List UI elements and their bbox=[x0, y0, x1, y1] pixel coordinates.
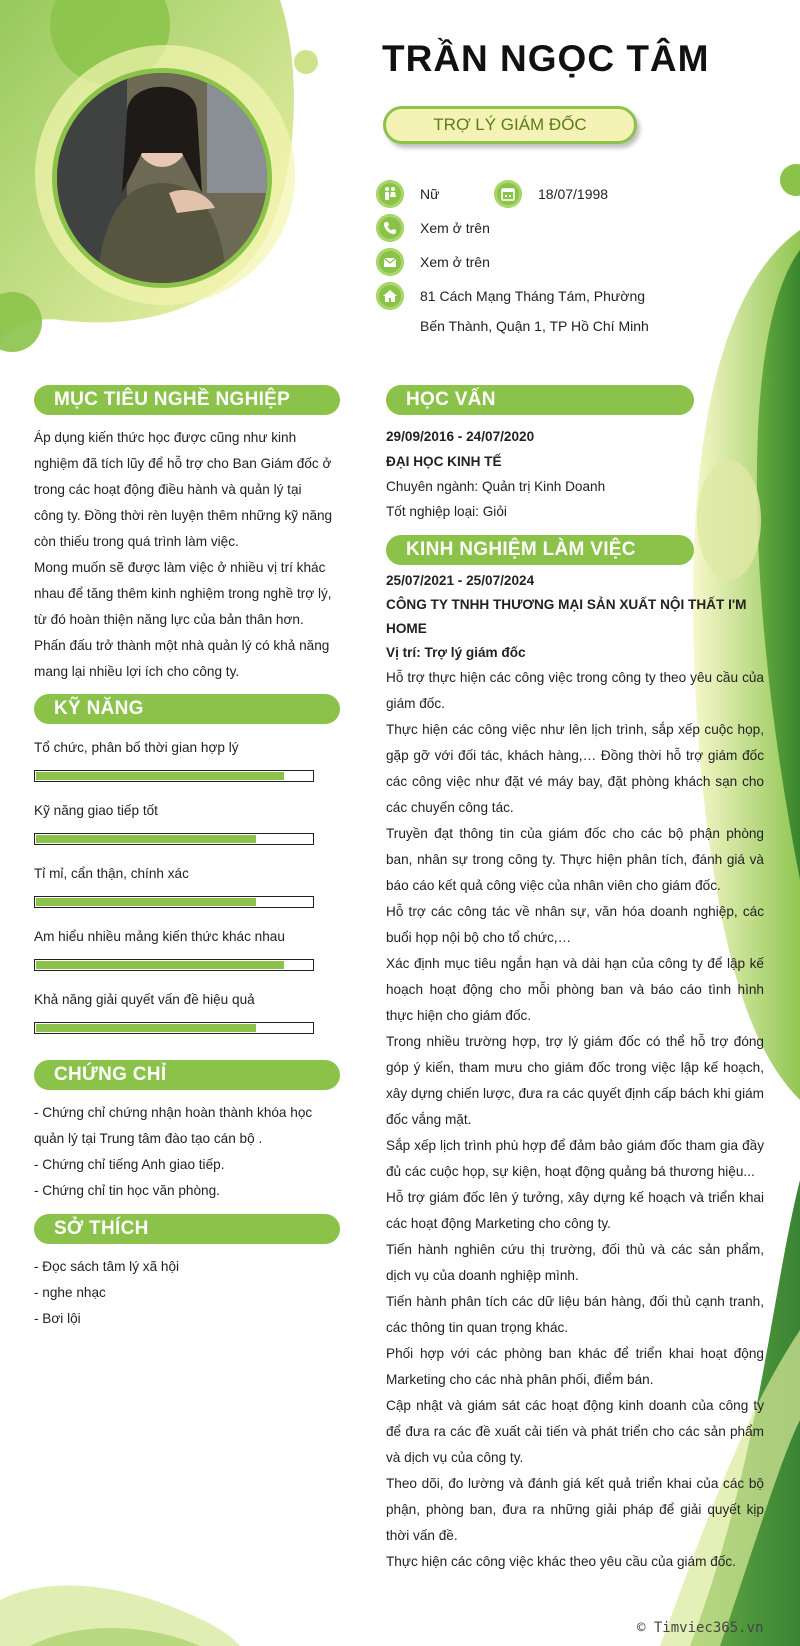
hobby-line: - nghe nhạc bbox=[34, 1285, 106, 1300]
skill-bar-fill bbox=[36, 772, 284, 780]
objective-line: trong các hoạt động điều hành và quản lý tại bbox=[34, 482, 302, 497]
education-grade: Tốt nghiệp loại: Giỏi bbox=[386, 504, 507, 519]
certificates-text bbox=[34, 1100, 344, 1204]
experience-duty: Hỗ trợ thực hiện các công việc trong công ty theo yêu cầu của giám đốc. bbox=[386, 670, 764, 711]
objective-line: nghiệm đã tích lũy để hỗ trợ cho Ban Giám đốc ở bbox=[34, 456, 332, 471]
phone-icon bbox=[376, 214, 404, 242]
skill-label: Kỹ năng giao tiếp tốt bbox=[34, 803, 158, 818]
skills-section-title: KỸ NĂNG bbox=[34, 694, 340, 724]
contact-gender bbox=[376, 180, 439, 208]
education-block bbox=[386, 424, 766, 524]
experience-duty: Xác định mục tiêu ngắn hạn và dài hạn của công ty để lập kế hoạch hoạt động cho mỗi phòng ban và báo cáo tình hình thực hiện cho giám đốc. bbox=[386, 956, 764, 1023]
objective-section-title: MỤC TIÊU NGHỀ NGHIỆP bbox=[34, 385, 340, 415]
experience-role: Vị trí: Trợ lý giám đốc bbox=[386, 645, 526, 660]
envelope-icon bbox=[376, 248, 404, 276]
skill-bar bbox=[34, 833, 314, 845]
address-line-1: 81 Cách Mạng Tháng Tám, Phường bbox=[420, 288, 646, 304]
skill-bar bbox=[34, 896, 314, 908]
experience-duty: Phối hợp với các phòng ban khác để triển khai hoạt động Marketing cho các nhà phân phối, điểm bán. bbox=[386, 1346, 764, 1387]
experience-section-title: KINH NGHIỆM LÀM VIỆC bbox=[386, 535, 694, 565]
experience-duty: Hỗ trợ giám đốc lên ý tưởng, xây dựng kế hoạch và triển khai các hoạt động Marketing cho công ty. bbox=[386, 1190, 764, 1231]
experience-company: CÔNG TY TNHH THƯƠNG MẠI SẢN XUẤT NỘI THẤT I'M HOME bbox=[386, 597, 747, 636]
education-section-title: HỌC VẤN bbox=[386, 385, 694, 415]
skill-label: Khả năng giải quyết vấn đề hiệu quả bbox=[34, 992, 255, 1007]
contact-birthday bbox=[494, 180, 608, 208]
birthday-value: 18/07/1998 bbox=[538, 186, 609, 202]
objective-line: nhau để tăng thêm kinh nghiệm trong nghề trợ lý, bbox=[34, 586, 332, 601]
objective-line: Phấn đấu trở thành một nhà quản lý có khả năng bbox=[34, 638, 330, 653]
skill-label: Tỉ mỉ, cẩn thận, chính xác bbox=[34, 866, 189, 881]
skill-bar bbox=[34, 770, 314, 782]
job-position-badge: TRỢ LÝ GIÁM ĐỐC bbox=[383, 106, 637, 144]
experience-duty: Theo dõi, đo lường và đánh giá kết quả triển khai của các bộ phận, phòng ban, đưa ra những giải pháp để giải quyết kịp thời vấn đề. bbox=[386, 1476, 764, 1543]
experience-period: 25/07/2021 - 25/07/2024 bbox=[386, 573, 535, 588]
education-period: 29/09/2016 - 24/07/2020 bbox=[386, 429, 535, 444]
skill-bar-fill bbox=[36, 1024, 256, 1032]
skill-label: Am hiểu nhiều mảng kiến thức khác nhau bbox=[34, 929, 285, 944]
address-line-2: Bến Thành, Quận 1, TP Hồ Chí Minh bbox=[420, 318, 649, 334]
contact-phone bbox=[376, 214, 490, 242]
contact-email bbox=[376, 248, 490, 276]
experience-block bbox=[386, 569, 764, 1575]
certificate-line: - Chứng chỉ tin học văn phòng. bbox=[34, 1183, 220, 1198]
phone-value: Xem ở trên bbox=[420, 220, 490, 236]
skill-bar-fill bbox=[36, 898, 256, 906]
objective-line: công ty. Đồng thời rèn luyện thêm những kỹ năng bbox=[34, 508, 333, 523]
hobbies-section-title: SỞ THÍCH bbox=[34, 1214, 340, 1244]
objective-line: Áp dụng kiến thức học được cũng như kinh bbox=[34, 430, 297, 445]
skill-label: Tổ chức, phân bố thời gian hợp lý bbox=[34, 740, 239, 755]
profile-photo bbox=[52, 68, 272, 288]
education-major: Chuyên ngành: Quản trị Kinh Doanh bbox=[386, 479, 606, 494]
experience-duty: Trong nhiều trường hợp, trợ lý giám đốc có thể hỗ trợ đóng góp ý kiến, tham mưu cho giám đốc trong việc lập kế hoạch, xây dựng chiến lược, đưa ra các quyết định cấp bách khi giám đốc vắng mặt. bbox=[386, 1034, 764, 1127]
hobby-line: - Đọc sách tâm lý xã hội bbox=[34, 1259, 180, 1274]
objective-text bbox=[34, 425, 344, 685]
candidate-name: TRẦN NGỌC TÂM bbox=[382, 38, 710, 79]
education-school: ĐẠI HỌC KINH TẾ bbox=[386, 454, 502, 469]
skill-bar bbox=[34, 1022, 314, 1034]
contact-address bbox=[376, 282, 649, 341]
hobby-line: - Bơi lội bbox=[34, 1311, 81, 1326]
copyright-notice: © Timviec365.vn bbox=[637, 1620, 764, 1636]
experience-duty: Thực hiện các công việc như lên lịch trình, sắp xếp cuộc họp, gặp gỡ với đối tác, khách hàng,… Đồng thời hỗ trợ giám đốc các công việc như đặt vé máy bay, đặt phòng khách sạn cho các chuyến công tác. bbox=[386, 722, 764, 815]
experience-duty: Cập nhật và giám sát các hoạt động kinh doanh của công ty để đưa ra các đề xuất cải tiến và phát triển cho các sản phẩm và dịch vụ của công ty. bbox=[386, 1398, 764, 1465]
certificate-line: - Chứng chỉ chứng nhận hoàn thành khóa học bbox=[34, 1105, 313, 1120]
experience-duty: Truyền đạt thông tin của giám đốc cho các bộ phận phòng ban, nhân sự trong công ty. Thực hiện phân tích, đánh giá và báo cáo kết quả công việc của nhân viên cho giám đốc. bbox=[386, 826, 764, 893]
experience-duty: Hỗ trợ các công tác về nhân sự, văn hóa doanh nghiệp, các buổi họp nội bộ cho tổ chức,… bbox=[386, 904, 764, 945]
certificates-section-title: CHỨNG CHỈ bbox=[34, 1060, 340, 1090]
skill-bar-fill bbox=[36, 961, 284, 969]
objective-line: còn thiếu trong quá trình làm việc. bbox=[34, 534, 239, 549]
experience-duty: Thực hiện các công việc khác theo yêu cầu của giám đốc. bbox=[386, 1554, 736, 1569]
email-value: Xem ở trên bbox=[420, 254, 490, 270]
gender-value: Nữ bbox=[420, 186, 440, 202]
experience-duty: Tiến hành phân tích các dữ liệu bán hàng, đối thủ cạnh tranh, các thông tin quan trọng khác. bbox=[386, 1294, 764, 1335]
person-photo-placeholder bbox=[57, 73, 267, 283]
objective-line: mang lại nhiều lợi ích cho công ty. bbox=[34, 664, 240, 679]
objective-line: từ đó hoàn thiện năng lực của bản thân hơn. bbox=[34, 612, 304, 627]
experience-duty: Tiến hành nghiên cứu thị trường, đối thủ và các sản phẩm, dịch vụ của doanh nghiệp mình. bbox=[386, 1242, 764, 1283]
objective-line: Mong muốn sẽ được làm việc ở nhiều vị trí khác bbox=[34, 560, 326, 575]
skill-bar bbox=[34, 959, 314, 971]
hobbies-text bbox=[34, 1254, 344, 1332]
experience-duty: Sắp xếp lịch trình phù hợp để đảm bảo giám đốc tham gia đầy đủ các cuộc họp, sự kiện, hoạt động quảng bá thương hiệu... bbox=[386, 1138, 764, 1179]
certificate-line: - Chứng chỉ tiếng Anh giao tiếp. bbox=[34, 1157, 225, 1172]
certificate-line: quản lý tại Trung tâm đào tạo cán bộ . bbox=[34, 1131, 263, 1146]
home-icon bbox=[376, 282, 404, 310]
gender-icon bbox=[376, 180, 404, 208]
skill-bar-fill bbox=[36, 835, 256, 843]
calendar-icon bbox=[494, 180, 522, 208]
